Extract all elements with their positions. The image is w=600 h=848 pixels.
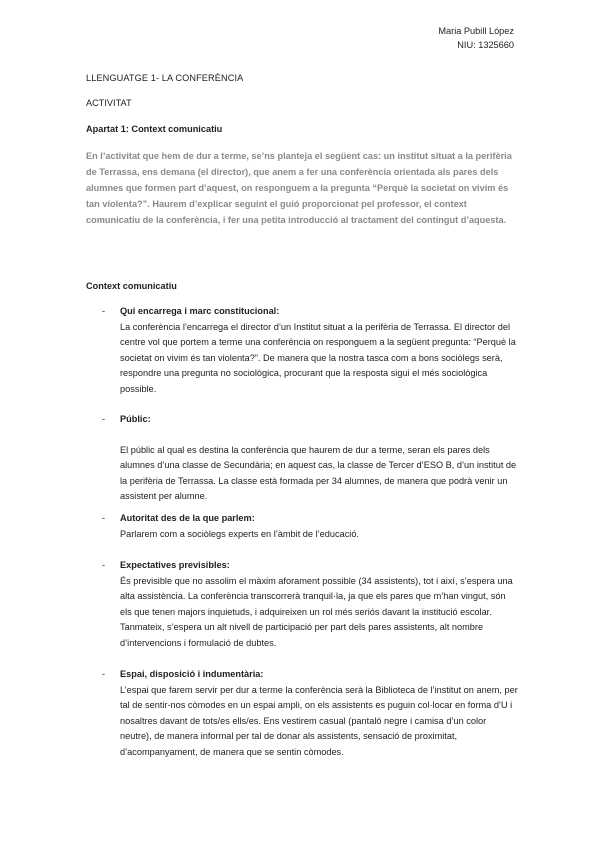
author-name: Maria Pubill López [438, 26, 514, 36]
item-heading: Públic: [120, 414, 151, 424]
bullet-dash: - [102, 560, 106, 570]
list-item-space [86, 667, 518, 761]
item-text: El públic al qual es destina la conferència que haurem de dur a terme, seran els pares dels alumnes d’una classe de Secundària; en aquest cas, la classe de Tercer d’ESO B, d’un institut de la perifèria de Terrassa. La classe està formada per 34 alumnes, de manera que podrà venir un assistent per alumne. [120, 444, 517, 502]
student-id: NIU: 1325660 [457, 40, 514, 50]
activity-label: ACTIVITAT [86, 98, 132, 108]
list-item-expectations [86, 558, 518, 652]
item-text: L’espai que farem servir per dur a terme la conferència serà la Biblioteca de l’institut on anem, per tal de sentir-nos còmodes en un espai ampli, on els assistents es puguin col·locar en forma d’U i nosaltres davant de tots/es ells/es. Ens vestirem casual (pantaló negre i camisa d’un color neutre), de manera informal per tal de donar als assistents, sensació de proximitat, d’acompanyament, de manera que se sentin còmodes. [120, 684, 518, 757]
item-text: La conferència l’encarrega el director d’un Institut situat a la perifèria de Terrassa. El director del centre vol que portem a terme una conferència on responguem a la següent pregunta: “Perquè la societat on vivim és tan violenta?”. De manera que la nostra tasca com a bons sociòlegs serà, respondre una pregunta no sociològica, procurant que la resposta sigui el més sociològica possible. [120, 321, 516, 394]
item-heading: Qui encarrega i marc constitucional: [120, 306, 280, 316]
list-item-authority [86, 511, 518, 542]
item-text: Parlarem com a sociòlegs experts en l’àmbit de l’educació. [120, 528, 359, 539]
item-heading: Expectatives previsibles: [120, 560, 230, 570]
page-header [438, 24, 514, 52]
list-item-commission [86, 304, 518, 398]
item-text: És previsible que no assolim el màxim aforament possible (34 assistents), tot i així, s’espera una alta assistència. La conferència transcorrerà tranquil·la, ja que els pares que m’han vingut, són els que tenen majors inquietuds, i adquireixen un rol més seriós davant la institució escolar. Tanmateix, s’espera un alt nivell de participació per part dels pares assistents, alt nombre d’intervencions i formulació de dubtes. [120, 575, 513, 648]
intro-paragraph: En l’activitat que hem de dur a terme, se’ns planteja el següent cas: un institut situat a la perifèria de Terrassa, ens demana (el director), que anem a fer una conferència orientada als pares dels alumnes que formen part d’aquest, on responguem a la pregunta “Perquè la societat on vivim és tan violenta?”. Haurem d’explicar seguint el guió proporcionat pel professor, el context comunicatiu de la conferència, i fer una petita introducció al tractament del contingut d’aquesta. [86, 151, 512, 225]
bullet-dash: - [102, 414, 106, 424]
bullet-dash: - [102, 669, 106, 679]
section-heading: Apartat 1: Context comunicatiu [86, 124, 223, 134]
item-heading: Autoritat des de la que parlem: [120, 513, 255, 523]
item-heading: Espai, disposició i indumentària: [120, 669, 264, 679]
context-heading: Context comunicatiu [86, 281, 177, 291]
list-item-audience [86, 412, 518, 505]
bullet-dash: - [102, 306, 106, 316]
document-title: LLENGUATGE 1- LA CONFERÈNCIA [86, 73, 244, 83]
bullet-dash: - [102, 513, 106, 523]
